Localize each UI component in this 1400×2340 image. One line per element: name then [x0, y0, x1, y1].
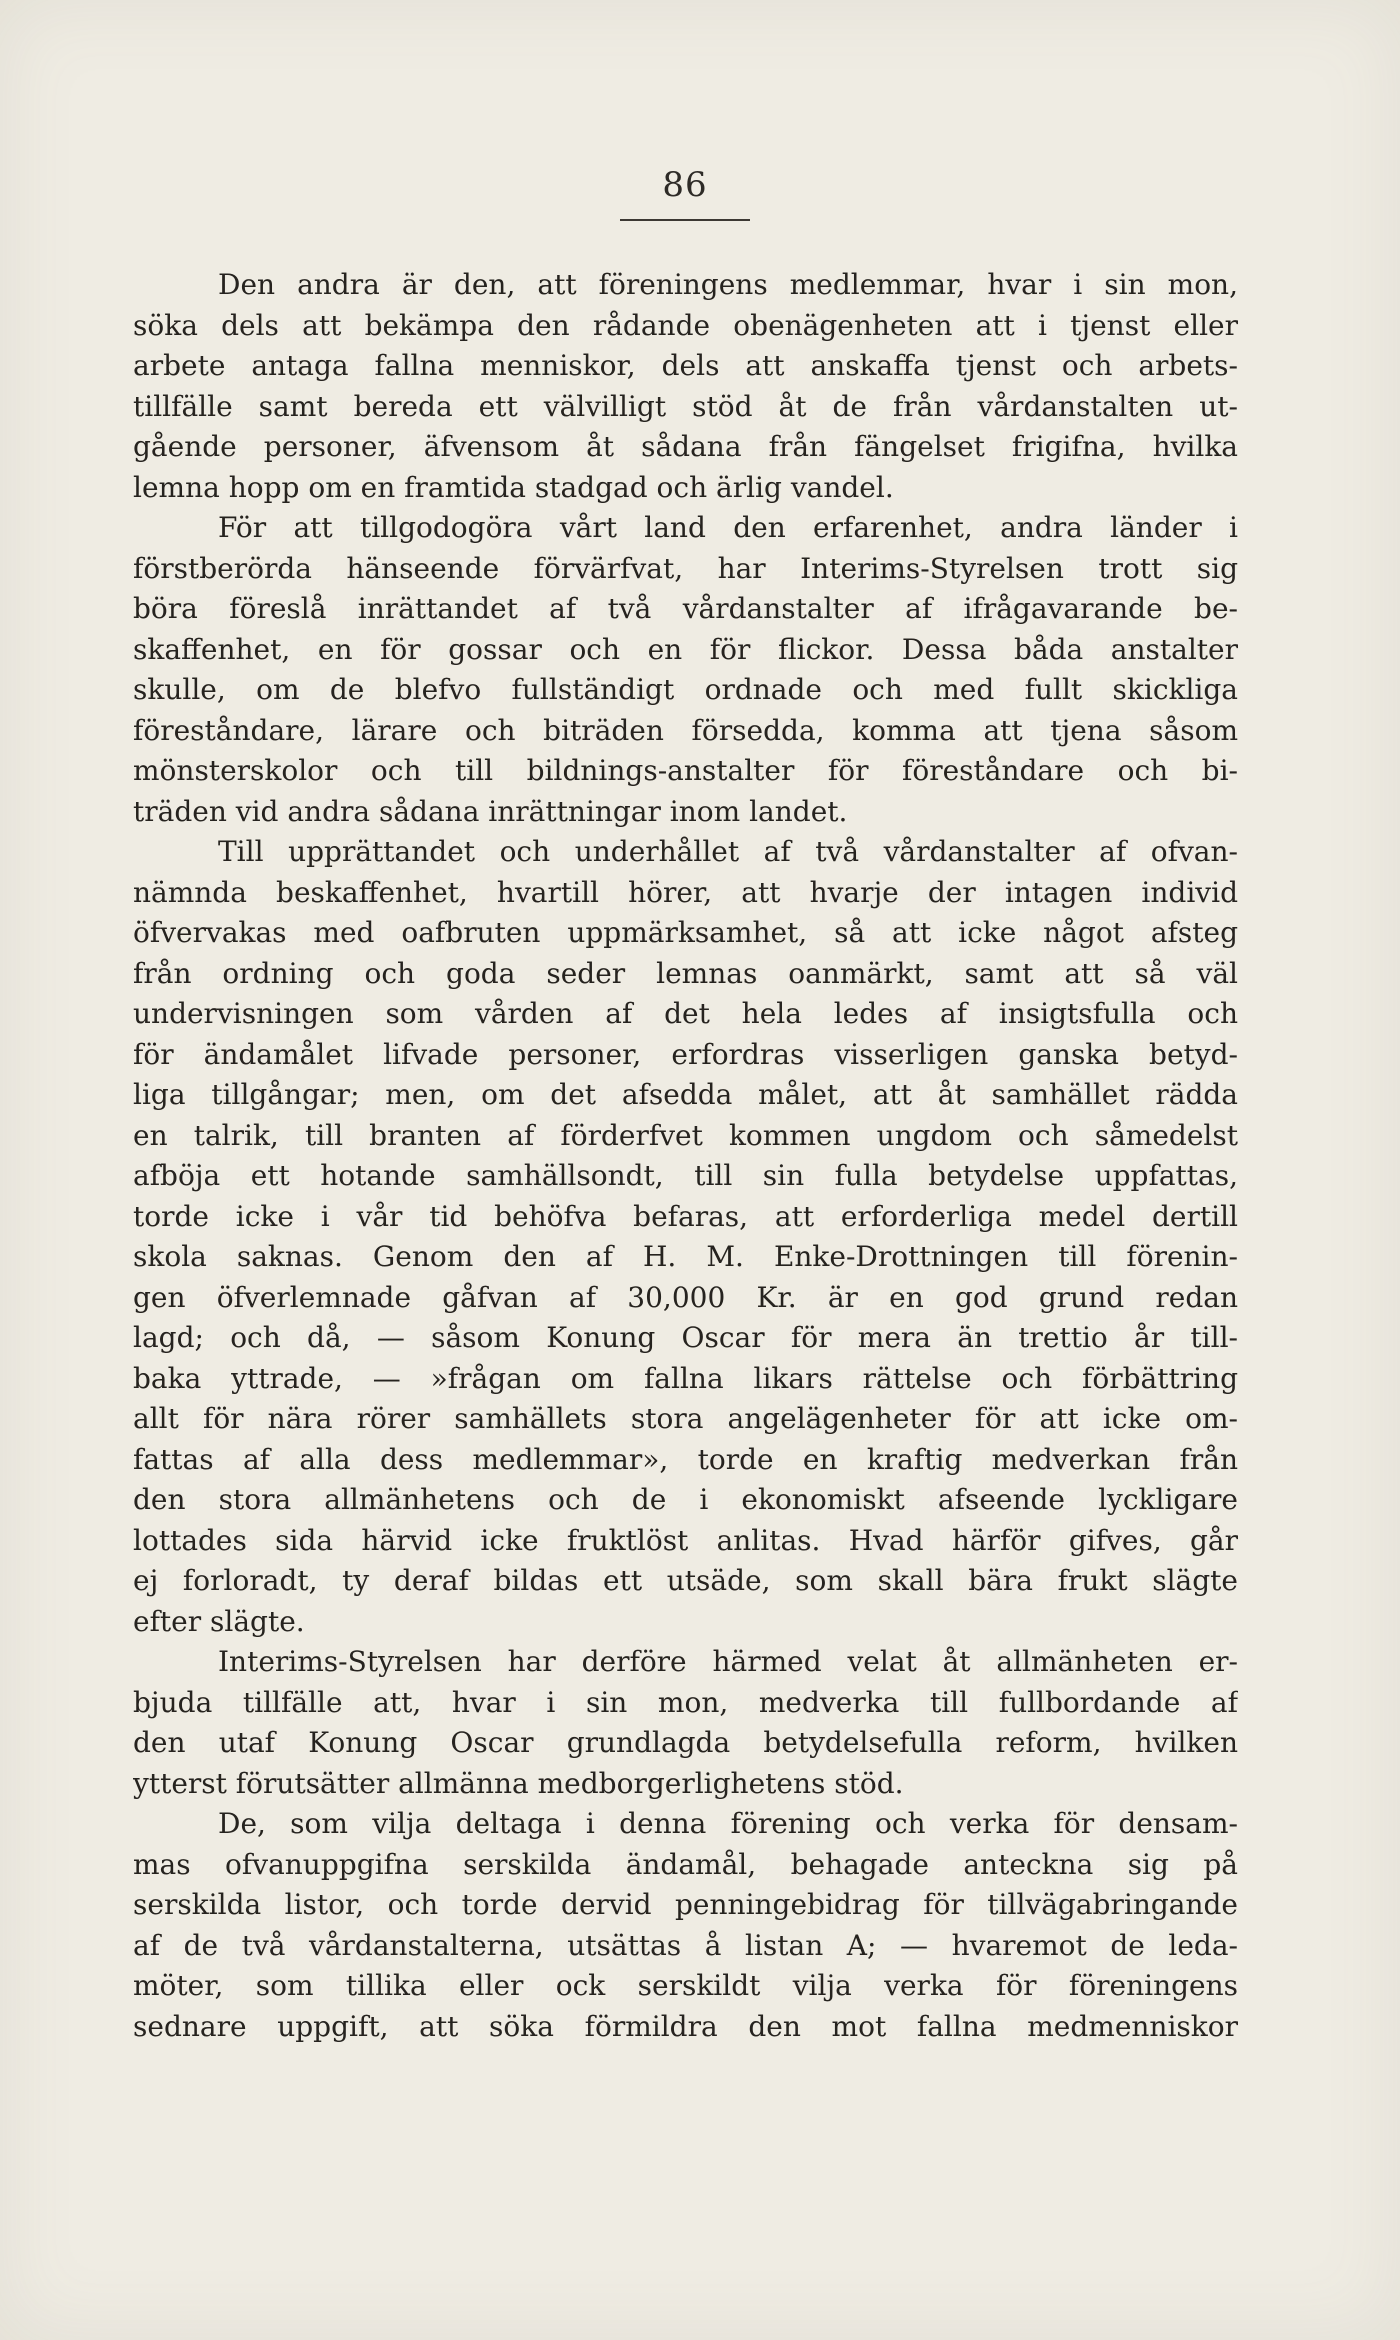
text-line: förstberörda hänseende förvärfvat, har Interims-Styrelsen trott sig	[133, 551, 1238, 585]
text-line: mönsterskolor och till bildnings-anstalter för föreståndare och bi-	[133, 754, 1238, 787]
text-line: af de två vårdanstalterna, utsättas å listan A; — hvaremot de leda-	[133, 1928, 1238, 1962]
text-line: ytterst förutsätter allmänna medborgerlighetens stöd.	[133, 1766, 904, 1800]
text-line: baka yttrade, — »frågan om fallna likars rättelse och förbättring	[133, 1361, 1238, 1395]
text-line: tillfälle samt bereda ett välvilligt stöd åt de från vårdanstalten ut-	[133, 389, 1238, 423]
text-line: afböja ett hotande samhällsondt, till sin fulla betydelse uppfattas,	[133, 1159, 1238, 1192]
text-line: söka dels att bekämpa den rådande obenägenheten att i tjenst eller	[133, 308, 1238, 342]
page-number-rule	[620, 219, 750, 221]
text-line: öfvervakas med oafbruten uppmärksamhet, så att icke något afsteg	[133, 916, 1238, 949]
body-text	[133, 265, 1238, 2047]
text-line: från ordning och goda seder lemnas oanmärkt, samt att så väl	[133, 956, 1238, 990]
text-line: skola saknas. Genom den af H. M. Enke-Drottningen till förenin-	[133, 1240, 1238, 1273]
text-line: Till upprättandet och underhållet af två vårdanstalter af ofvan-	[218, 835, 1238, 868]
page-number: 86	[662, 165, 708, 205]
text-line: föreståndare, lärare och biträden försedda, komma att tjena såsom	[133, 713, 1238, 747]
text-line: sednare uppgift, att söka förmildra den mot fallna medmenniskor	[133, 2009, 1238, 2043]
text-line: torde icke i vår tid behöfva befaras, att erforderliga medel dertill	[133, 1199, 1238, 1233]
text-line: lottades sida härvid icke fruktlöst anlitas. Hvad härför gifves, går	[133, 1523, 1238, 1557]
text-line: liga tillgångar; men, om det afsedda målet, att åt samhället rädda	[133, 1078, 1238, 1111]
text-line: för ändamålet lifvade personer, erfordras visserligen ganska betyd-	[133, 1037, 1238, 1071]
text-line: arbete antaga fallna menniskor, dels att anskaffa tjenst och arbets-	[133, 349, 1238, 382]
text-line: lemna hopp om en framtida stadgad och ärlig vandel.	[133, 470, 894, 504]
text-line: skaffenhet, en för gossar och en för flickor. Dessa båda anstalter	[133, 632, 1238, 666]
text-line: en talrik, till branten af förderfvet kommen ungdom och såmedelst	[133, 1118, 1238, 1152]
text-line: lagd; och då, — såsom Konung Oscar för mera än trettio år till-	[133, 1321, 1238, 1354]
text-line: böra föreslå inrättandet af två vårdanstalter af ifrågavarande be-	[133, 592, 1238, 625]
text-line: mas ofvanuppgifna serskilda ändamål, behagade anteckna sig på	[133, 1847, 1238, 1881]
text-line: Den andra är den, att föreningens medlemmar, hvar i sin mon,	[218, 268, 1238, 301]
text-line: skulle, om de blefvo fullständigt ordnade och med fullt skickliga	[133, 673, 1238, 706]
text-line: Interims-Styrelsen har derföre härmed velat åt allmänheten er-	[218, 1645, 1238, 1678]
text-line: allt för nära rörer samhällets stora angelägenheter för att icke om-	[133, 1402, 1238, 1435]
text-line: fattas af alla dess medlemmar», torde en kraftig medverkan från	[133, 1442, 1238, 1476]
text-line: den stora allmänhetens och de i ekonomiskt afseende lyckligare	[133, 1483, 1238, 1516]
text-line: möter, som tillika eller ock serskildt vilja verka för föreningens	[133, 1969, 1238, 2002]
text-line: träden vid andra sådana inrättningar inom landet.	[133, 794, 848, 828]
text-line: För att tillgodogöra vårt land den erfarenhet, andra länder i	[218, 511, 1238, 544]
text-line: undervisningen som vården af det hela ledes af insigtsfulla och	[133, 997, 1238, 1030]
text-line: den utaf Konung Oscar grundlagda betydelsefulla reform, hvilken	[133, 1726, 1238, 1759]
text-line: bjuda tillfälle att, hvar i sin mon, medverka till fullbordande af	[133, 1685, 1238, 1719]
text-line: nämnda beskaffenhet, hvartill hörer, att hvarje der intagen individ	[133, 875, 1238, 909]
text-line: De, som vilja deltaga i denna förening och verka för densam-	[218, 1807, 1238, 1840]
text-line: ej forloradt, ty deraf bildas ett utsäde, som skall bära frukt slägte	[133, 1564, 1238, 1597]
text-line: serskilda listor, och torde dervid penningebidrag för tillvägabringande	[133, 1888, 1238, 1921]
text-line: efter slägte.	[133, 1604, 305, 1638]
text-line: gående personer, äfvensom åt sådana från fängelset frigifna, hvilka	[133, 430, 1238, 463]
text-line: gen öfverlemnade gåfvan af 30,000 Kr. är en god grund redan	[133, 1280, 1238, 1314]
